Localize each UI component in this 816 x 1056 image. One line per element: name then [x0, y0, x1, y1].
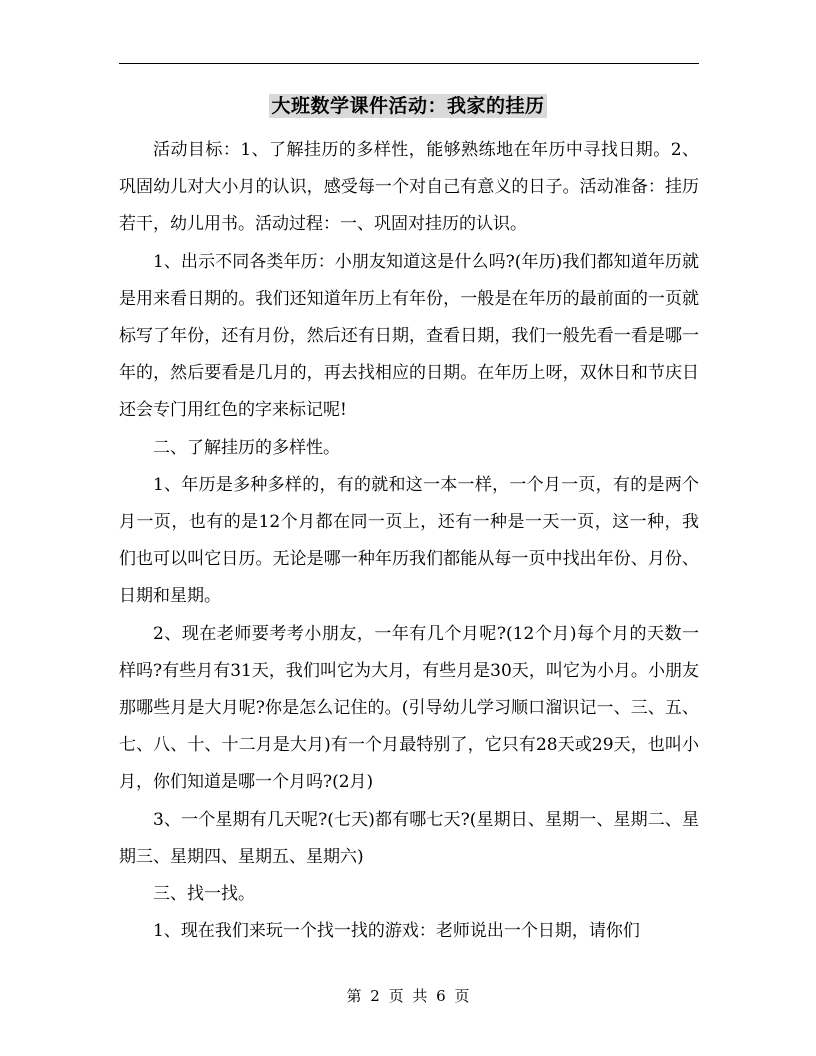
page-number: 第 2 页 共 6 页 [346, 987, 470, 1005]
header-rule [119, 63, 699, 64]
section-heading-variety: 二、了解挂历的多样性。 [153, 437, 340, 458]
paragraph-objectives: 活动目标：1、了解挂历的多样性，能够熟练地在年历中寻找日期。2、巩固幼儿对大小月的认识，感受每一个对自己有意义的日子。活动准备：挂历若干，幼儿用书。活动过程：一、巩固对挂历的认识。 [119, 140, 699, 235]
paragraph-months-quiz: 2、现在老师要考考小朋友，一年有几个月呢?(12个月)每个月的天数一样吗?有些月有31天，我们叫它为大月，有些月是30天，叫它为小月。小朋友那哪些月是大月呢?你是怎么记住的。(引导幼儿学习顺口溜识记一、三、五、七、八、十、十二月是大月)有一个月最特别了，它只有28天或29天，也叫小月，你们知道是哪一个月吗?(2月) [119, 623, 699, 793]
paragraph-calendar-types: 1、年历是多种多样的，有的就和这一本一样，一个月一页，有的是两个月一页，也有的是12个月都在同一页上，还有一种是一天一页，这一种，我们也可以叫它日历。无论是哪一种年历我们都能从每一页中找出年份、月份、日期和星期。 [119, 474, 699, 607]
title-container [0, 94, 816, 118]
document-title: 大班数学课件活动：我家的挂历 [271, 95, 545, 117]
paragraph-weekdays: 3、一个星期有几天呢?(七天)都有哪七天?(星期日、星期一、星期二、星期三、星期四、星期五、星期六) [119, 809, 699, 867]
section-heading-find: 三、找一找。 [153, 884, 255, 905]
paragraph-find-game: 1、现在我们来玩一个找一找的游戏：老师说出一个日期，请你们 [153, 921, 640, 942]
document-body [119, 132, 699, 950]
paragraph-show-calendars: 1、出示不同各类年历：小朋友知道这是什么吗?(年历)我们都知道年历就是用来看日期的。我们还知道年历上有年份，一般是在年历的最前面的一页就标写了年份，还有月份，然后还有日期，查看日期，我们一般先看一看是哪一年的，然后要看是几月的，再去找相应的日期。在年历上呀，双休日和节庆日还会专门用红色的字来标记呢! [119, 251, 699, 421]
